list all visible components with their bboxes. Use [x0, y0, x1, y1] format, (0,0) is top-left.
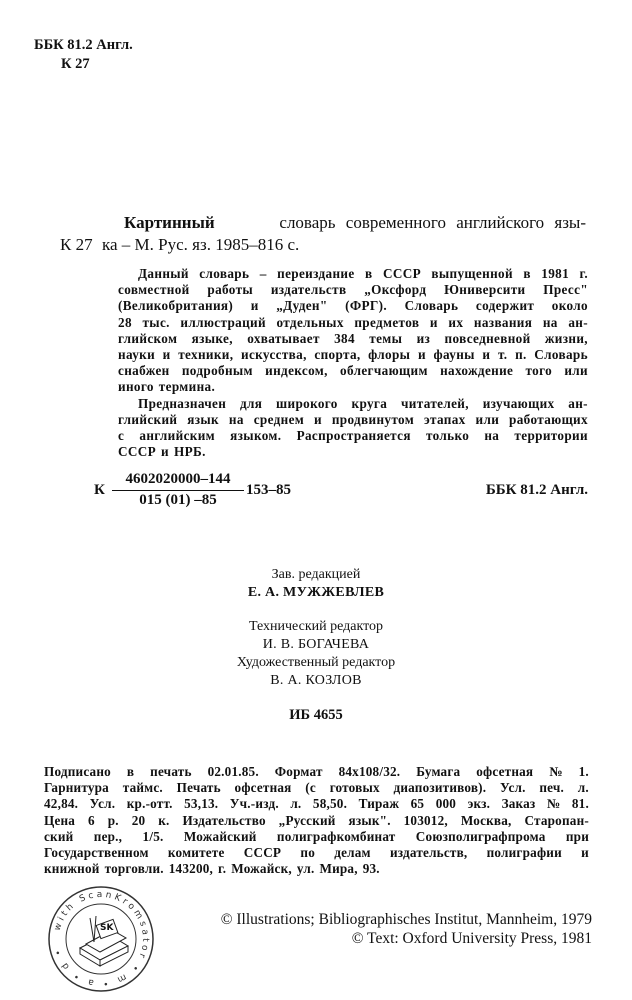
header-codes	[34, 36, 133, 74]
staff-art-editor	[0, 654, 632, 690]
entry-line-2	[60, 234, 586, 256]
classification-bbk: ББК 81.2 Англ.	[485, 482, 588, 498]
classification-numerator: 4602020000–144	[112, 470, 244, 491]
scanner-seal	[46, 884, 156, 994]
staff-name: Е. А. МУЖЖЕВЛЕВ	[247, 585, 385, 600]
seal-stamp-icon	[46, 884, 156, 994]
copyright-block	[221, 910, 592, 948]
text-line: 42,84. Усл. кр.-отт. 53,13. Уч.-изд. л. 58,50. Тираж 65 000 экз. Заказ № 81.	[44, 796, 589, 812]
bbk-code: ББК 81.2 Англ.	[34, 37, 133, 53]
copyright-illustrations: © Illustrations; Bibliographisches Institut, Mannheim, 1979	[220, 911, 592, 928]
classification-fraction	[112, 470, 244, 510]
annotation-paragraph-1	[118, 266, 588, 396]
text-line: науки и техники, искусства, спорта, флоры и фауны и т. п. Словарь	[118, 347, 588, 363]
text-line: Данный словарь – переиздание в СССР выпущенной в 1981 г.	[138, 266, 588, 281]
copyright-text: © Text: Oxford University Press, 1981	[351, 930, 592, 947]
classification-letter: К	[94, 482, 105, 498]
entry-publication: ка – М. Рус. яз. 1985–816 с.	[102, 235, 300, 254]
seal-badge: SK	[100, 923, 114, 933]
text-line: снабжен подробным индексом, облегчающим нахождение того или	[118, 363, 588, 379]
text-line: совместной работы издательств „Оксфорд Юниверсити Пресс"	[118, 282, 588, 298]
text-line: глийский язык на среднем и продвинутом этапах или работающих	[118, 411, 588, 427]
bibliographic-entry	[60, 212, 586, 256]
text-line: иного термина.	[118, 379, 216, 395]
entry-line-1	[60, 212, 586, 234]
text-line: СССР и НРБ.	[118, 444, 206, 460]
text-line: Подписано в печать 02.01.85. Формат 84x108/32. Бумага офсетная № 1.	[44, 764, 589, 779]
text-line: Предназначен для широкого круга читателей, изучающих ан-	[138, 395, 588, 411]
classification-row	[94, 470, 588, 516]
text-line: Государственном комитете СССР по делам издательств, полиграфии и	[44, 845, 589, 861]
staff-role: Зав. редакцией	[271, 567, 361, 582]
text-line: ский пер., 1/5. Можайский полиграфкомбинат Союзполиграфпрома при	[44, 828, 589, 844]
ib-number: ИБ 4655	[289, 707, 343, 723]
author-mark: К 27	[61, 56, 90, 72]
svg-text:with ScanKromsator • m • a • d: with ScanKromsator • m • a • d •	[52, 889, 151, 989]
staff-name: И. В. БОГАЧЕВА	[262, 637, 370, 652]
text-line: книжной торговли. 143200, г. Можайск, ул. Мира, 93.	[44, 861, 380, 877]
entry-author-mark: К 27	[60, 235, 93, 254]
text-line: глийском языке, охватывает 384 темы из повседневной жизни,	[118, 330, 588, 346]
entry-title-rest: словарь современного английского язы-	[279, 213, 586, 232]
entry-title-bold: Картинный	[124, 213, 215, 232]
text-line: с английским языком. Распространяется только на территории	[118, 428, 588, 444]
staff-role: Художественный редактор	[236, 655, 396, 670]
text-line: Гарнитура таймс. Печать офсетная (с готовых диапозитивов). Усл. печ. л.	[44, 780, 589, 796]
imprint	[44, 764, 589, 877]
classification-suffix: 153–85	[246, 482, 291, 498]
text-line: 28 тыс. иллюстраций отдельных предметов и их названия на ан-	[118, 314, 588, 330]
annotation-paragraph-2	[118, 396, 588, 461]
staff-name: В. А. КОЗЛОВ	[270, 673, 362, 688]
staff-technical-editor	[0, 618, 632, 654]
staff-editor-in-chief	[0, 566, 632, 602]
annotation	[118, 266, 588, 460]
staff-role: Технический редактор	[248, 619, 384, 634]
text-line: (Великобритания) и „Дуден" (ФРГ). Словарь содержит около	[118, 298, 588, 314]
text-line: Цена 6 р. 20 к. Издательство „Русский язык". 103012, Москва, Старопан-	[44, 812, 589, 828]
classification-denominator: 015 (01) –85	[139, 492, 217, 508]
